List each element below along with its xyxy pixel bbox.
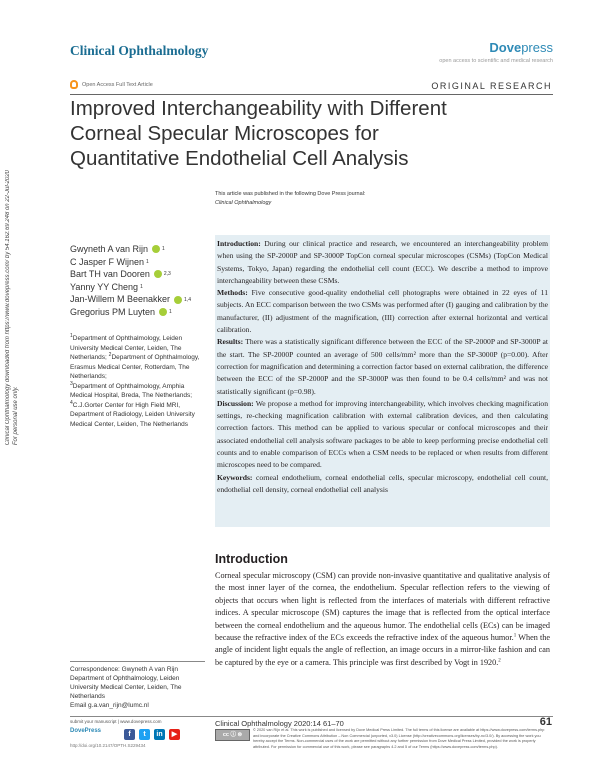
author-name: Yanny YY Cheng <box>70 281 139 292</box>
journal-name[interactable]: Clinical Ophthalmology <box>70 43 209 58</box>
abstract-keywords-label: Keywords: <box>217 472 253 482</box>
abstract-results-text: There was a statistically significant difference between the ECC of the SP-2000P and SP-3000P at the start. The SP-2000P counted an average of 500 cells/mm² more than the SP-3000P (p=0.00). After correction for magnification and determining a correction factor based on external calibration, the difference between the ECC of the SP-2000P and the SP-3000P was then found to be 0.4 cells/mm² and was not statistically significant (p=0.98). <box>217 337 548 396</box>
affiliations <box>70 334 205 429</box>
header-divider <box>70 94 553 95</box>
publication-note <box>215 190 365 208</box>
author: Yanny YY Cheng 1 <box>70 281 143 292</box>
affil-text: C.J.Gorter Center for High Field MRI, Department of Radiology, Leiden University Medical Center, Leiden, The Netherlands <box>70 401 195 428</box>
article-title: Improved Interchangeability with Different Corneal Specular Microscopes for Quantitative Endothelial Cell Analysis <box>70 97 447 170</box>
author-name: Jan-Willem M Beenakker <box>70 294 171 305</box>
brand-dove: Dove <box>489 40 522 55</box>
orcid-icon[interactable] <box>154 270 162 278</box>
dovepress-footer-logo[interactable]: DovePress <box>70 728 102 734</box>
affil-sup: 4 <box>70 399 73 406</box>
download-side-note <box>4 170 40 530</box>
side-note-text: Clinical Ophthalmology downloaded from https://www.dovepress.com/ by 54.162.69.248 on 22-Jul-2020 For personal use only. <box>5 170 19 446</box>
author: Gregorius PM Luyten 1 <box>70 306 172 317</box>
footer-divider <box>70 716 553 717</box>
affil-sup: 1 <box>70 332 73 339</box>
publication-note-text: This article was published in the following Dove Press journal: <box>215 191 366 197</box>
abstract <box>217 238 548 496</box>
affil-text: Department of Ophthalmology, Erasmus Medical Center, Rotterdam, The Netherlands; <box>70 354 200 380</box>
intro-paragraph-part: When the angle of incident light equals the angle of reflection, an image occurs in a mirror-like fashion and can be captured by the eye or a camera. This principle was first described by Vogt in 1920. <box>215 633 550 667</box>
doi-link[interactable]: http://doi.org/10.2147/OPTH.S229434 <box>70 743 146 748</box>
author-name: Bart TH van Dooren <box>70 269 150 280</box>
abstract-results-label: Results: <box>217 337 244 347</box>
author-name: Gregorius PM Luyten <box>70 306 156 317</box>
linkedin-icon[interactable]: in <box>154 729 165 740</box>
affil-sup: 3 <box>70 380 73 387</box>
brand-press: press <box>521 40 553 55</box>
brand-tagline: open access to scientific and medical research <box>439 58 553 64</box>
page-number: 61 <box>539 716 552 728</box>
open-access-text: Open Access Full Text Article <box>82 81 153 88</box>
affil-text: Department of Ophthalmology, Amphia Medical Hospital, Breda, The Netherlands; <box>70 382 192 399</box>
twitter-icon[interactable]: t <box>139 729 150 740</box>
author: Bart TH van Dooren 2,3 <box>70 269 171 280</box>
affil-text: Department of Ophthalmology, Leiden University Medical Center, Leiden, The Netherlands; <box>70 335 183 361</box>
license-text: © 2020 van Rijn et al. This work is published and licensed by Dove Medical Press Limited. The full terms of this license are available at https://www.dovepress.com/terms.php and incorporate the Creative Commons Attribution – Non Commercial (unported, v3.0) License (http://creativecommons.org/licenses/by-nc/3.0/). By accessing the work you hereby accept the Terms. Non-commercial uses of the work are permitted without any further permission from Dove Medical Press Limited, provided the work is properly attributed. For permission for commercial use of this work, please see paragraphs 4.2 and 5 of our Terms (https://www.dovepress.com/terms.php). <box>253 728 545 749</box>
author-name: Gwyneth A van Rijn <box>70 244 149 254</box>
intro-paragraph-part: Corneal specular microscopy (CSM) can provide non-invasive quantitative and qualitative analysis of the most inner layer of the cornea, the endothelium. Specular reflection refers to the viewing of objects that occurs when light is reflected from the interfaces of materials with different refractive indices. A specular microscope (SM) captures the image that is reflected from the optical interface between the corneal endothelium and the aqueous humor. The endothelial cells (ECs) can be imaged because the refractive index of the ECs exceeds the refractive index of the aqueous humor. <box>215 571 550 643</box>
author-name: C Jasper F Wijnen <box>70 256 145 267</box>
submit-manuscript-link[interactable]: submit your manuscript | www.dovepress.com <box>70 719 162 724</box>
citation-sup[interactable]: 2 <box>498 658 501 664</box>
correspondence <box>70 661 205 710</box>
correspondence-address: Department of Ophthalmology, Leiden University Medical Center, Leiden, The Netherlands <box>70 675 182 700</box>
correspondence-email[interactable]: Email g.a.van_rijn@lumc.nl <box>70 702 149 709</box>
abstract-discussion-label: Discussion: <box>217 398 254 408</box>
author: Jan-Willem M Beenakker 1,4 <box>70 294 191 305</box>
article-type: ORIGINAL RESEARCH <box>431 81 552 91</box>
abstract-methods-label: Methods: <box>217 288 248 298</box>
orcid-icon[interactable] <box>152 245 160 253</box>
citation-sup[interactable]: 1 <box>513 633 517 639</box>
facebook-icon[interactable]: f <box>124 729 135 740</box>
open-access-lock-icon <box>70 80 78 89</box>
abstract-intro-label: Introduction: <box>217 239 261 248</box>
author: C Jasper F Wijnen 1 <box>70 256 149 267</box>
abstract-keywords-text: corneal endothelium, corneal endothelial cells, specular microscopy, endothelial cell count, endothelial cell density, corneal endothelial cell analysis <box>217 472 548 494</box>
orcid-icon[interactable] <box>159 308 167 316</box>
correspondence-label: Correspondence: Gwyneth A van Rijn <box>70 666 179 673</box>
introduction-body <box>215 570 550 669</box>
publication-note-journal: Clinical Ophthalmology <box>215 200 272 206</box>
affil-sup: 2 <box>108 351 112 358</box>
abstract-methods-text: Five consecutive good-quality endothelial cell photographs were obtained in 22 eyes of 11 subjects. An ECC comparison between the two CSMs was performed after (I) gauging and calibration by the manufacturer, (II) adjustment of the magnification, (III) correction after external horizontal and vertical calibration. <box>217 288 548 335</box>
open-access-label <box>70 80 153 89</box>
introduction-heading: Introduction <box>215 552 288 566</box>
youtube-icon[interactable]: ▶ <box>169 729 180 740</box>
author: Gwyneth A van Rijn 1 <box>70 244 165 254</box>
social-links <box>124 729 180 740</box>
dovepress-logo[interactable] <box>489 40 553 55</box>
orcid-icon[interactable] <box>174 296 182 304</box>
creative-commons-icon[interactable]: cc ⓘ ⊜ <box>215 729 250 741</box>
author-list <box>70 243 191 319</box>
footer-journal-ref: Clinical Ophthalmology 2020:14 61–70 <box>215 719 344 728</box>
abstract-discussion-text: We propose a method for improving interchangeability, which involves checking magnification settings, re-checking magnification calibration with external calibration devices, and then calculating correction factors. This method can be applied to various specular or confocal microscopes and their associated endothelial cell analysis software packages to be able to keep performing precise endothelial cell counts and to enable comparison of ECCs when a CSM needs to be replaced or when results from different microscopes need to be compared. <box>217 398 548 470</box>
abstract-intro-text: During our clinical practice and research, we encountered an interchangeability problem when using the SP-2000P and SP-3000P TopCon corneal specular microscopes (CSMs) (TopCon Medical Systems, Tokyo, Japan) regarding the endothelial cell count (ECC). We describe a method to improve interchangeability between these CSMs. <box>217 239 548 285</box>
